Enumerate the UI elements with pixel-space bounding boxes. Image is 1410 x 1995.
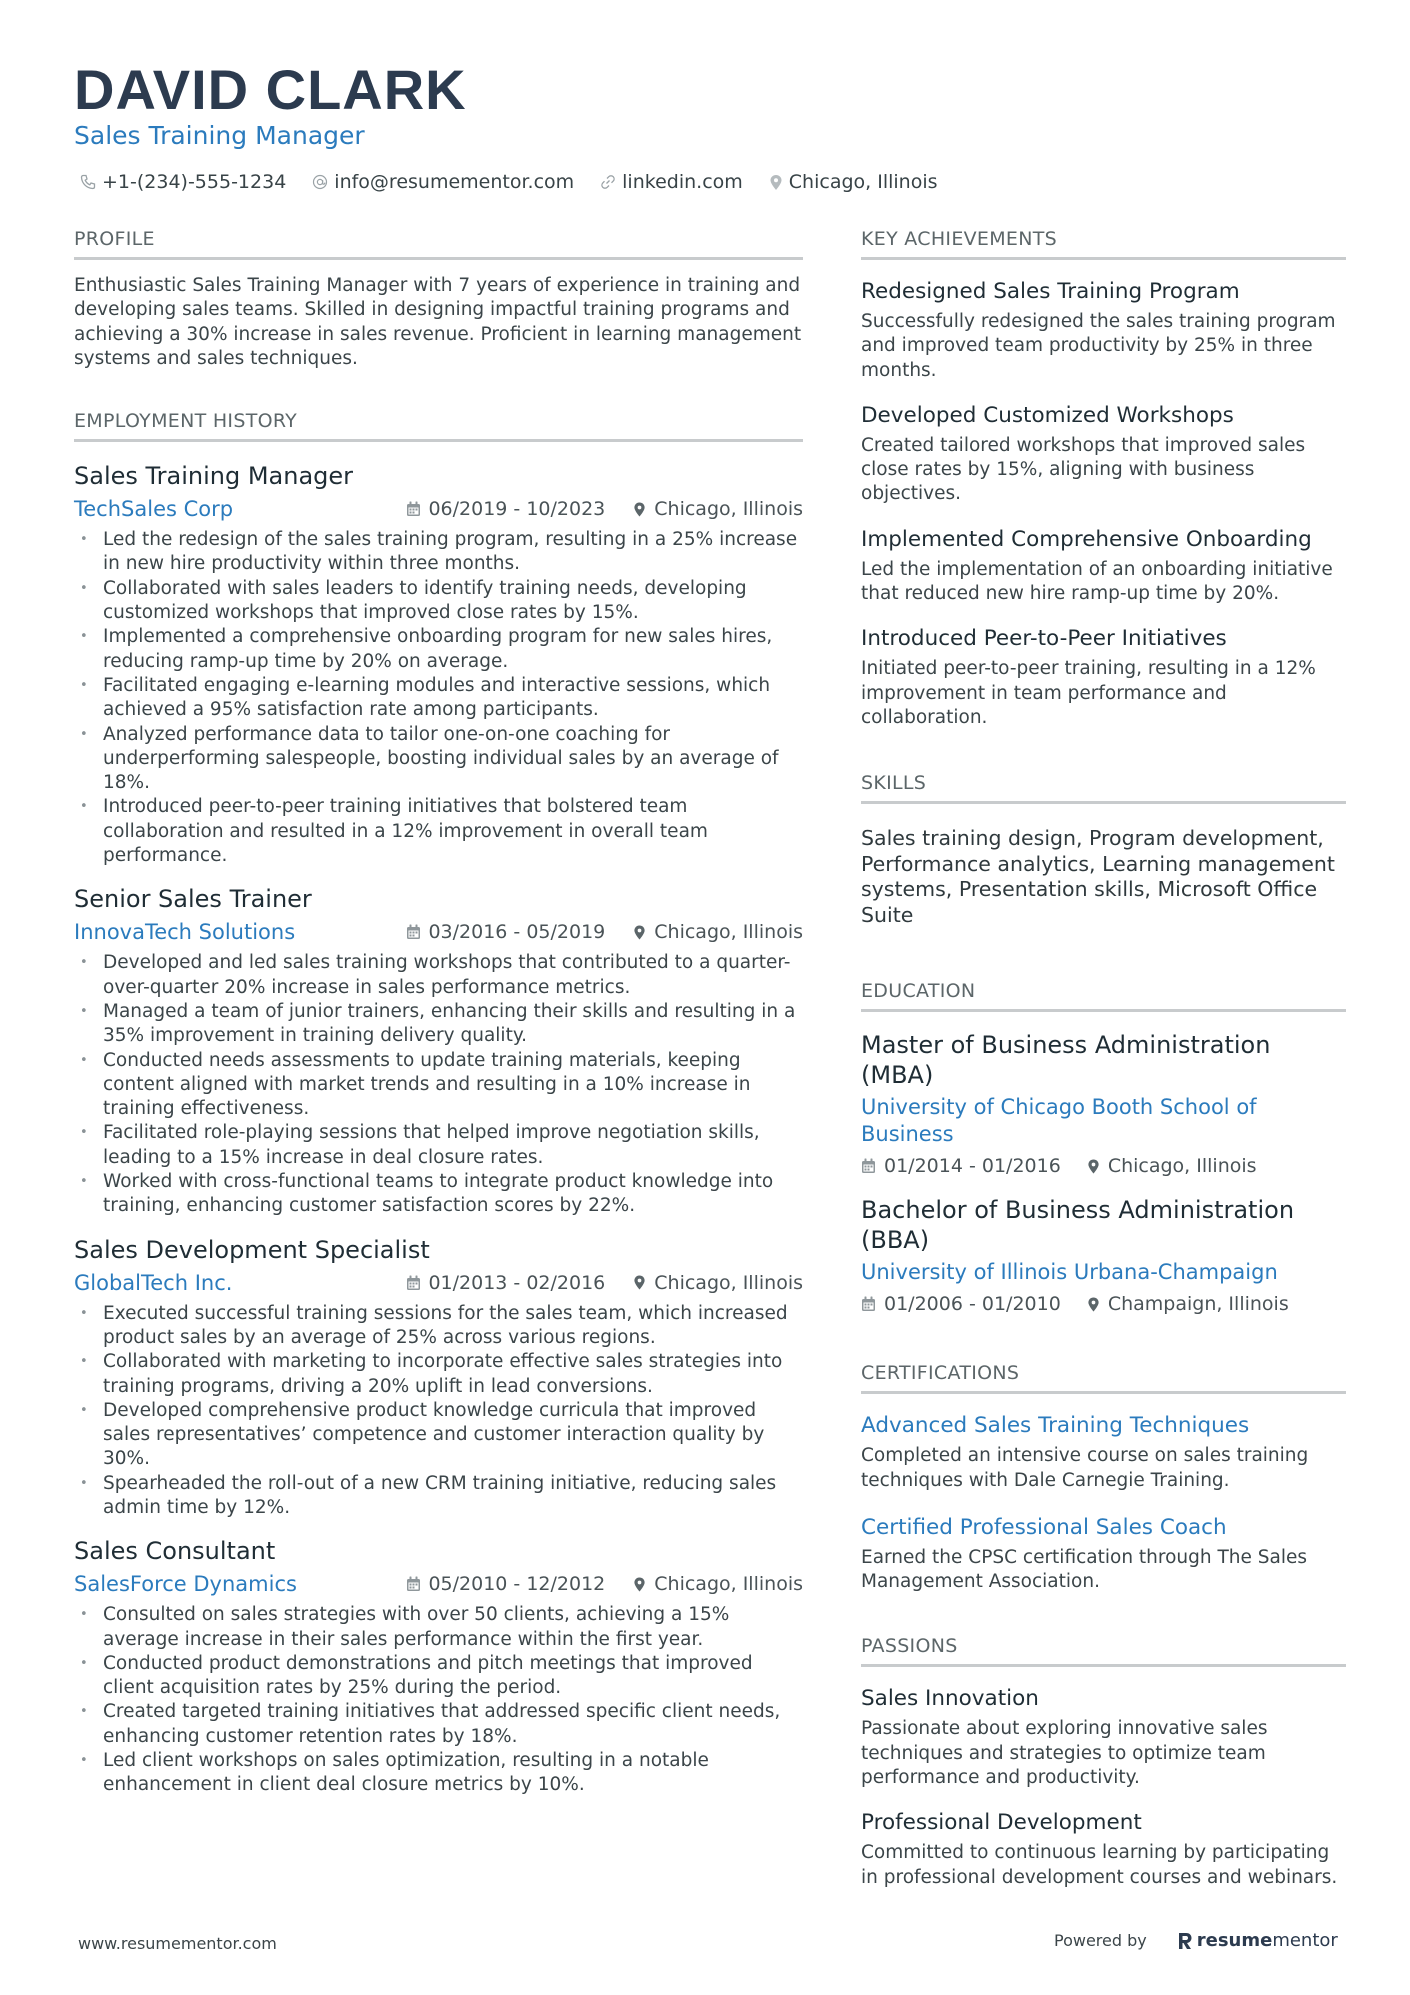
map-pin-icon — [1087, 1158, 1100, 1175]
achievements-list — [861, 277, 1346, 730]
employment-section — [74, 406, 803, 1797]
job-location: Chicago, Illinois — [654, 921, 803, 944]
link-icon — [600, 174, 616, 190]
job-entry — [74, 1535, 803, 1797]
employment-heading: EMPLOYMENT HISTORY — [74, 406, 803, 442]
footer-powered — [1054, 1930, 1338, 1951]
job-meta — [74, 1268, 803, 1298]
passions-heading: PASSIONS — [861, 1631, 1346, 1667]
location-text: Chicago, Illinois — [788, 171, 938, 193]
company-name[interactable]: TechSales Corp — [74, 497, 234, 522]
job-bullet: • Facilitated engaging e-learning modules and interactive sessions, which achieved a 95% satisfaction rate among participants. — [74, 674, 803, 723]
passions-list — [861, 1684, 1346, 1889]
calendar-icon — [406, 1275, 421, 1291]
job-title: Senior Sales Trainer — [74, 885, 312, 914]
education-list — [861, 1030, 1346, 1318]
achievements-heading: KEY ACHIEVEMENTS — [861, 224, 1346, 260]
education-meta — [861, 1290, 1346, 1318]
company-name[interactable]: InnovaTech Solutions — [74, 920, 296, 945]
job-dates: 05/2010 - 12/2012 — [428, 1573, 606, 1596]
right-column — [861, 224, 1346, 1890]
education-dates: 01/2014 - 01/2016 — [884, 1155, 1061, 1178]
job-location: Chicago, Illinois — [654, 1573, 803, 1596]
education-location: Champaign, Illinois — [1107, 1293, 1289, 1316]
job-title: Sales Consultant — [74, 1537, 276, 1566]
resumementor-logo-icon — [1177, 1931, 1193, 1951]
calendar-icon — [406, 924, 421, 940]
degree-name: Master of Business Administration (MBA) — [861, 1031, 1271, 1090]
brand-bold: resume — [1196, 1930, 1273, 1951]
job-entry — [74, 460, 803, 868]
job-bullets — [74, 951, 803, 1218]
passion-item — [861, 1808, 1346, 1890]
job-dates-location — [406, 917, 803, 947]
profile-section — [74, 224, 803, 371]
job-bullet: • Developed comprehensive product knowledge curricula that improved sales representatives’ competence and customer interaction quality by 30%. — [74, 1399, 803, 1472]
job-location: Chicago, Illinois — [654, 1271, 803, 1294]
achievement-text: Created tailored workshops that improved sales close rates by 15%, aligning with business objectives. — [861, 434, 1306, 505]
education-dates: 01/2006 - 01/2010 — [884, 1293, 1061, 1316]
achievement-text: Led the implementation of an onboarding initiative that reduced new hire ramp-up time by 20%. — [861, 558, 1333, 605]
certifications-heading: CERTIFICATIONS — [861, 1358, 1346, 1394]
education-meta — [861, 1152, 1346, 1180]
skills-heading: SKILLS — [861, 768, 1346, 804]
company-name[interactable]: GlobalTech Inc. — [74, 1270, 233, 1295]
job-meta — [74, 1569, 803, 1599]
phone-text: +1-(234)-555-1234 — [102, 171, 287, 193]
calendar-icon — [406, 501, 421, 517]
achievement-item — [861, 277, 1346, 383]
passion-text: Committed to continuous learning by participating in professional development courses and webinars. — [861, 1842, 1338, 1888]
certification-title[interactable]: Advanced Sales Training Techniques — [861, 1413, 1250, 1439]
job-bullet: • Developed and led sales training workshops that contributed to a quarter-over-quarter 20% increase in sales performance metrics. — [74, 951, 803, 1000]
job-title: Sales Development Specialist — [74, 1235, 430, 1264]
job-entry — [74, 883, 803, 1218]
job-bullets — [74, 528, 803, 868]
passion-title: Sales Innovation — [861, 1686, 1039, 1712]
passion-text: Passionate about exploring innovative sales techniques and strategies to optimize team performance and productivity. — [861, 1718, 1268, 1789]
education-location: Chicago, Illinois — [1107, 1155, 1257, 1178]
job-bullet: • Worked with cross-functional teams to integrate product knowledge into training, enhancing customer satisfaction scores by 22%. — [74, 1170, 803, 1219]
achievement-item — [861, 525, 1346, 607]
education-heading: EDUCATION — [861, 976, 1346, 1012]
map-pin-icon — [1087, 1296, 1100, 1313]
job-meta — [74, 494, 803, 524]
job-bullet: • Collaborated with marketing to incorporate effective sales strategies into training programs, driving a 20% uplift in lead conversions. — [74, 1350, 803, 1399]
job-dates-location — [406, 1569, 803, 1599]
job-dates: 01/2013 - 02/2016 — [428, 1271, 606, 1294]
job-location: Chicago, Illinois — [654, 498, 803, 521]
job-bullet: • Facilitated role-playing sessions that helped improve negotiation skills, leading to a 15% increase in deal closure rates. — [74, 1121, 803, 1170]
job-dates-location — [406, 1268, 803, 1298]
job-bullet: • Conducted product demonstrations and pitch meetings that improved client acquisition rates by 25% during the period. — [74, 1652, 803, 1701]
passion-title: Professional Development — [861, 1810, 1142, 1836]
job-dates: 06/2019 - 10/2023 — [428, 498, 606, 521]
certification-title[interactable]: Certified Professional Sales Coach — [861, 1514, 1227, 1540]
skills-section — [861, 768, 1346, 928]
email-text: info@resumementor.com — [334, 171, 575, 193]
map-pin-icon — [633, 501, 646, 518]
achievement-text: Initiated peer-to-peer training, resulting in a 12% improvement in team performance and collaboration. — [861, 658, 1316, 728]
education-section — [861, 976, 1346, 1318]
linkedin-text: linkedin.com — [622, 171, 743, 193]
job-dates: 03/2016 - 05/2019 — [428, 921, 606, 944]
achievement-text: Successfully redesigned the sales training program and improved team productivity by 25% in three months. — [861, 311, 1336, 381]
certifications-list — [861, 1411, 1346, 1594]
job-bullet: • Analyzed performance data to tailor one-on-one coaching for underperforming salespeople, boosting individual sales by an average of 18%. — [74, 723, 803, 796]
passion-item — [861, 1684, 1346, 1790]
calendar-icon — [861, 1158, 876, 1174]
job-meta — [74, 917, 803, 947]
job-bullet: • Executed successful training sessions for the sales team, which increased product sales by an average of 25% across various regions. — [74, 1302, 803, 1351]
job-dates-location — [406, 494, 803, 524]
certification-item — [861, 1513, 1346, 1595]
jobs-list — [74, 460, 803, 1797]
phone-icon — [80, 174, 96, 190]
contact-linkedin[interactable] — [600, 168, 743, 196]
calendar-icon — [861, 1296, 876, 1312]
contact-bar — [80, 168, 964, 196]
certification-text: Completed an intensive course on sales training techniques with Dale Carnegie Training. — [861, 1445, 1309, 1491]
job-title: Sales Training Manager — [74, 462, 354, 491]
contact-phone — [80, 168, 286, 196]
school-name[interactable]: University of Illinois Urbana-Champaign — [861, 1260, 1278, 1285]
brand-rest: mentor — [1272, 1930, 1338, 1951]
passions-section — [861, 1631, 1346, 1889]
job-bullet: • Implemented a comprehensive onboarding program for new sales hires, reducing ramp-up time by 20% on average. — [74, 625, 803, 674]
job-bullets — [74, 1302, 803, 1521]
school-name[interactable]: University of Chicago Booth School of Business — [861, 1095, 1257, 1147]
candidate-name: DAVID CLARK — [74, 58, 467, 121]
contact-email[interactable] — [312, 168, 574, 196]
certification-item — [861, 1411, 1346, 1493]
job-bullet: • Consulted on sales strategies with over 50 clients, achieving a 15% average increase in their sales performance within the first year. — [74, 1603, 803, 1652]
degree-name: Bachelor of Business Administration (BBA) — [861, 1196, 1295, 1255]
job-bullet: • Collaborated with sales leaders to identify training needs, developing customized workshops that improved close rates by 15%. — [74, 577, 803, 626]
brand-logo[interactable] — [1177, 1930, 1338, 1951]
achievement-title: Implemented Comprehensive Onboarding — [861, 526, 1312, 552]
achievement-title: Introduced Peer-to-Peer Initiatives — [861, 626, 1227, 652]
job-entry — [74, 1234, 803, 1521]
job-bullets — [74, 1603, 803, 1797]
candidate-title: Sales Training Manager — [74, 121, 365, 150]
contact-location — [769, 168, 938, 196]
job-bullet: • Led the redesign of the sales training program, resulting in a 25% increase in new hire productivity within three months. — [74, 528, 803, 577]
profile-heading: PROFILE — [74, 224, 803, 260]
job-bullet: • Introduced peer-to-peer training initiatives that bolstered team collaboration and resulted in a 12% improvement in overall team performance. — [74, 795, 803, 868]
map-pin-icon — [633, 1274, 646, 1291]
powered-by-label: Powered by — [1054, 1931, 1147, 1950]
at-icon — [312, 174, 328, 190]
map-pin-icon — [633, 924, 646, 941]
skills-text: Sales training design, Program development, Performance analytics, Learning management systems, Presentation skills, Microsoft Office Suite — [861, 826, 1335, 927]
job-bullet: • Conducted needs assessments to update training materials, keeping content aligned with market trends and resulting in a 10% increase in training effectiveness. — [74, 1049, 803, 1122]
certification-text: Earned the CPSC certification through The Sales Management Association. — [861, 1546, 1308, 1593]
job-bullet: • Led client workshops on sales optimization, resulting in a notable enhancement in client deal closure metrics by 10%. — [74, 1749, 803, 1798]
job-bullet: • Spearheaded the roll-out of a new CRM training initiative, reducing sales admin time by 12%. — [74, 1472, 803, 1521]
footer-website[interactable]: www.resumementor.com — [78, 1934, 277, 1953]
job-bullet: • Created targeted training initiatives that addressed specific client needs, enhancing customer retention rates by 18%. — [74, 1700, 803, 1749]
achievements-section — [861, 224, 1346, 730]
achievement-item — [861, 401, 1346, 507]
map-pin-icon — [769, 174, 783, 191]
profile-text: Enthusiastic Sales Training Manager with 7 years of experience in training and developing sales teams. Skilled in designing impactful training programs and achieving a 30% increase in sales revenue. Proficient in learning management systems and sales techniques. — [74, 275, 802, 369]
company-name[interactable]: SalesForce Dynamics — [74, 1572, 297, 1597]
achievement-item — [861, 624, 1346, 730]
left-column — [74, 224, 803, 1798]
achievement-title: Redesigned Sales Training Program — [861, 279, 1240, 304]
calendar-icon — [406, 1576, 421, 1592]
certifications-section — [861, 1358, 1346, 1594]
map-pin-icon — [633, 1576, 646, 1593]
education-item — [861, 1195, 1346, 1318]
education-item — [861, 1030, 1346, 1180]
job-bullet: • Managed a team of junior trainers, enhancing their skills and resulting in a 35% improvement in training delivery quality. — [74, 1000, 803, 1049]
achievement-title: Developed Customized Workshops — [861, 402, 1234, 428]
